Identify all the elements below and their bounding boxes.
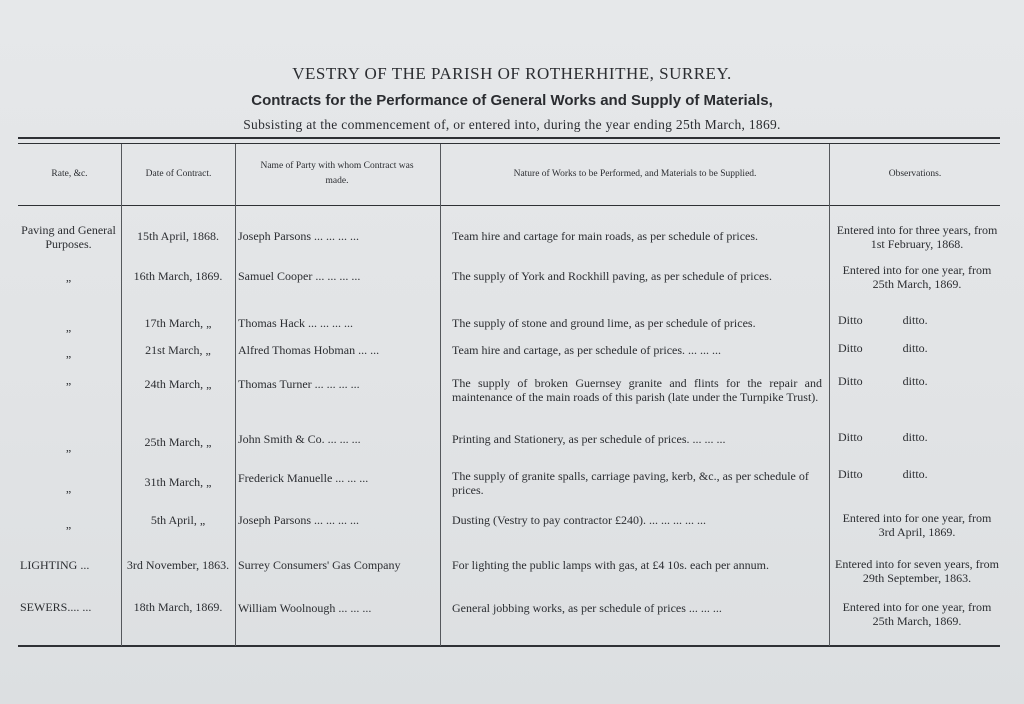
header-observations: Observations. — [888, 168, 942, 179]
row-party: Joseph Parsons ... ... ... ... — [238, 229, 360, 243]
row-observations-ditto — [834, 467, 1004, 481]
document-title: VESTRY OF THE PARISH OF ROTHERHITHE, SURREY. — [292, 64, 732, 83]
column-divider — [829, 144, 830, 646]
row-rate: „ — [65, 517, 72, 531]
row-rate: „ — [65, 440, 72, 454]
row-rate: „ — [65, 346, 72, 360]
row-date: 3rd November, 1863. — [126, 558, 230, 572]
row-nature: Printing and Stationery, as per schedule of prices. ... ... ... — [452, 432, 726, 446]
row-date: 21st March, „ — [145, 343, 211, 357]
row-rate: „ — [65, 373, 72, 387]
row-date: 18th March, 1869. — [133, 600, 223, 614]
header-date: Date of Contract. — [145, 168, 212, 179]
row-nature: Team hire and cartage for main roads, as per schedule of prices. — [452, 229, 759, 243]
row-observations-ditto — [834, 430, 1004, 444]
row-party: Alfred Thomas Hobman ... ... — [238, 343, 380, 357]
row-date: 24th March, „ — [144, 377, 212, 391]
row-rate: SEWERS.... ... — [20, 600, 92, 614]
row-date: 15th April, 1868. — [136, 229, 219, 243]
row-nature: Team hire and cartage, as per schedule of prices. ... ... ... — [452, 343, 722, 357]
table-bottom-rule — [18, 645, 1000, 647]
row-party: Thomas Hack ... ... ... ... — [238, 316, 353, 330]
row-nature: The supply of York and Rockhill paving, as per schedule of prices. — [452, 269, 772, 283]
ditto-text: ditto. — [902, 341, 928, 355]
row-nature: For lighting the public lamps with gas, at £4 10s. each per annum. — [452, 558, 769, 572]
row-observations-ditto — [834, 374, 1004, 388]
row-observations: Entered into for one year, from 3rd April, 1869. — [842, 511, 992, 539]
ditto-text: ditto. — [902, 467, 928, 481]
row-rate: „ — [65, 481, 72, 495]
ditto-text: Ditto — [838, 430, 863, 444]
row-nature: General jobbing works, as per schedule of prices ... ... ... — [452, 601, 722, 615]
row-party: Thomas Turner ... ... ... ... — [238, 377, 360, 391]
row-date: 25th March, „ — [144, 435, 212, 449]
ditto-text: ditto. — [902, 430, 928, 444]
row-party: Samuel Cooper ... ... ... ... — [238, 269, 361, 283]
row-observations-ditto — [834, 313, 1004, 327]
column-divider — [440, 144, 441, 646]
row-observations: Entered into for one year, from 25th March, 1869. — [842, 600, 992, 628]
row-observations: Entered into for one year, from 25th March, 1869. — [842, 263, 992, 291]
row-party: Frederick Manuelle ... ... ... — [238, 471, 369, 485]
row-rate: Paving and General Purposes. — [21, 223, 116, 251]
row-party: William Woolnough ... ... ... — [238, 601, 372, 615]
document-subtitle: Contracts for the Performance of General Works and Supply of Materials, — [251, 92, 773, 109]
row-observations: Entered into for seven years, from 29th September, 1863. — [835, 557, 999, 585]
row-date: 31th March, „ — [144, 475, 212, 489]
table-top-rule — [18, 137, 1000, 139]
ditto-text: Ditto — [838, 467, 863, 481]
row-party: Joseph Parsons ... ... ... ... — [238, 513, 360, 527]
header-party: Name of Party with whom Contract was made. — [260, 161, 414, 186]
row-rate: „ — [65, 320, 72, 334]
row-observations-ditto — [834, 341, 1004, 355]
header-nature: Nature of Works to be Performed, and Materials to be Supplied. — [513, 168, 757, 179]
ditto-text: Ditto — [838, 313, 863, 327]
row-nature: The supply of broken Guernsey granite and flints for the repair and maintenance of the main roads of this parish (late under the Turnpike Trust). — [452, 376, 822, 404]
row-nature: Dusting (Vestry to pay contractor £240). ... ... ... ... ... — [452, 513, 706, 527]
ditto-text: Ditto — [838, 341, 863, 355]
header-rate: Rate, &c. — [51, 168, 88, 179]
ditto-text: ditto. — [902, 374, 928, 388]
row-date: 16th March, 1869. — [133, 269, 223, 283]
column-divider — [235, 144, 236, 646]
row-observations: Entered into for three years, from 1st February, 1868. — [836, 223, 998, 251]
row-party: Surrey Consumers' Gas Company — [238, 558, 401, 572]
row-date: 5th April, „ — [150, 513, 206, 527]
ditto-text: Ditto — [838, 374, 863, 388]
row-party: John Smith & Co. ... ... ... — [238, 432, 361, 446]
row-date: 17th March, „ — [144, 316, 212, 330]
header-bottom-rule — [18, 205, 1000, 206]
row-nature: The supply of granite spalls, carriage paving, kerb, &c., as per schedule of prices. — [452, 469, 809, 497]
row-rate: „ — [65, 270, 72, 284]
ditto-text: ditto. — [902, 313, 928, 327]
document-subline: Subsisting at the commencement of, or entered into, during the year ending 25th March, 1869. — [243, 117, 781, 132]
row-rate: LIGHTING ... — [20, 558, 90, 572]
table-top-rule-thin — [18, 143, 1000, 144]
row-nature: The supply of stone and ground lime, as per schedule of prices. — [452, 316, 756, 330]
